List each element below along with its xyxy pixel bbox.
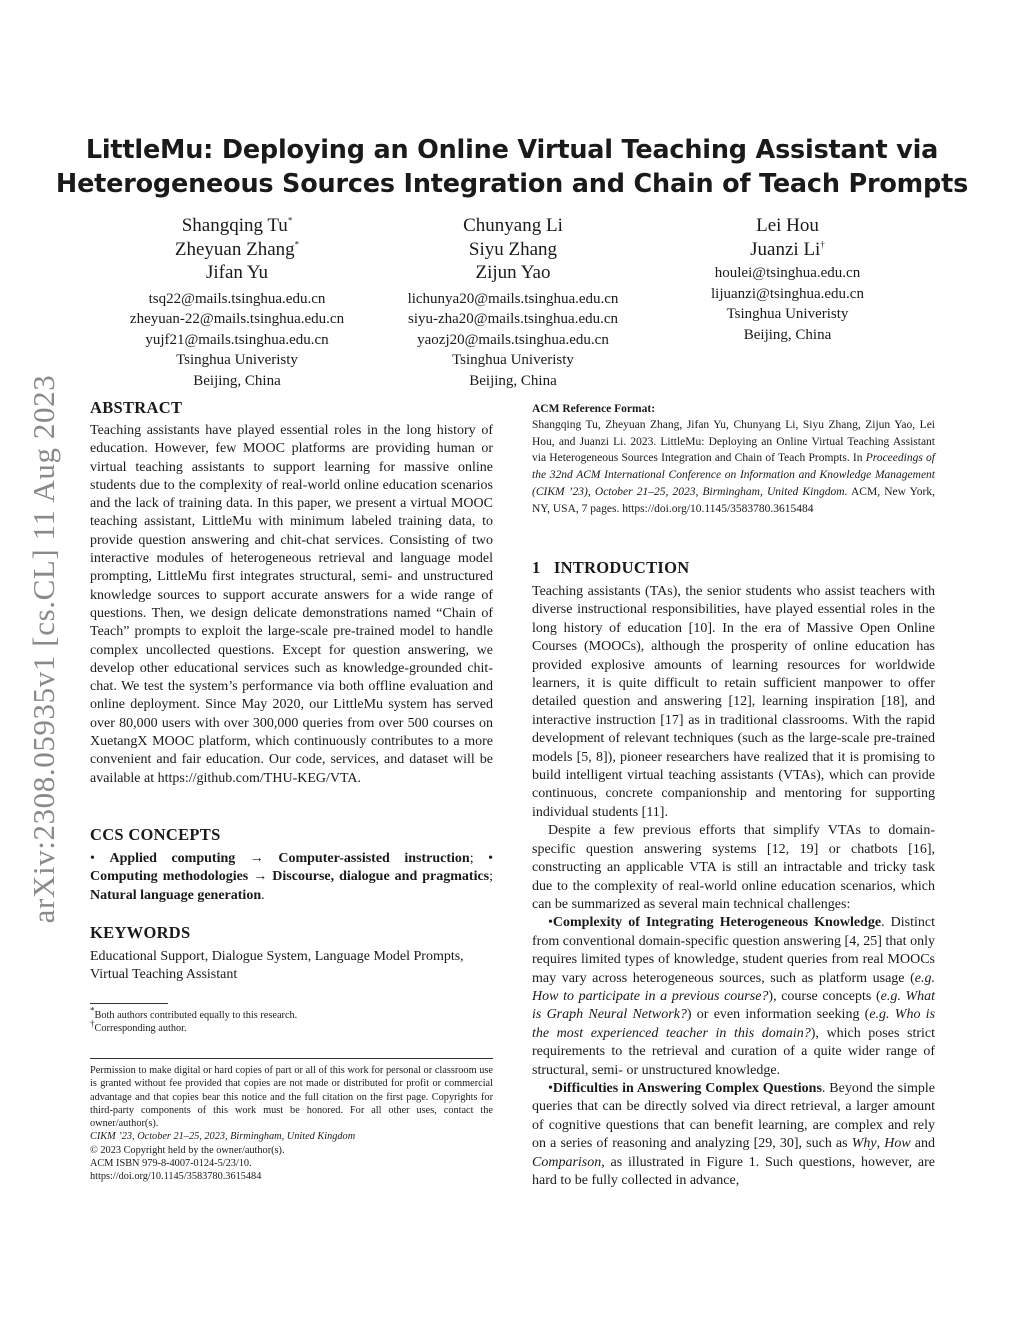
- permission-text: Permission to make digital or hard copies of part or all of this work for personal or classroom use is granted without fee provided that copies are not made or distributed for profit or commercial advantage and that copies bear this notice and the full citation on the first page. Copyrights for third-party components of this work must be honored. For all other uses, contact the owner/author(s).: [90, 1065, 493, 1130]
- intro-paragraph-3: •Complexity of Integrating Heterogeneous Knowledge. Distinct from conventional domain-specific question answering [4, 25] that only requires limited types of knowledge, student queries from real MOOCs may vary across heterogeneous sources, such as platform usage (e.g. How to participate in a previous course?), course concepts (e.g. What is Graph Neural Network?) or even information seeking (e.g. Who is the most experienced teacher in this domain?), which poses strict requirements to the retrieval and curation of a quite wider range of structural, semi- or unstructured knowledge.: [532, 915, 936, 1078]
- author-block-1: [117, 214, 357, 391]
- author-location: Beijing, China: [743, 326, 832, 343]
- abstract-heading: ABSTRACT: [90, 398, 183, 417]
- author-email: siyu-zha20@mails.tsinghua.edu.cn: [407, 311, 619, 327]
- author-affiliation: Tsinghua Univeristy: [176, 352, 298, 368]
- author-affiliation: Tsinghua Univeristy: [726, 306, 849, 322]
- author-name: Siyu Zhang: [468, 238, 558, 260]
- title-line-1: LittleMu: Deploying an Online Virtual Teaching Assistant via: [85, 135, 939, 165]
- author-email: yaozj20@mails.tsinghua.edu.cn: [417, 331, 609, 348]
- permission-rule: [90, 1058, 493, 1059]
- intro-heading: 1 INTRODUCTION: [532, 558, 690, 577]
- author-location: Beijing, China: [193, 372, 281, 389]
- ccs-heading: CCS CONCEPTS: [90, 825, 221, 844]
- author-name: Zheyuan Zhang*: [174, 238, 300, 260]
- author-email: zheyuan-22@mails.tsinghua.edu.cn: [129, 311, 345, 327]
- paper-title: [40, 133, 984, 201]
- author-name: Jifan Yu: [205, 262, 269, 283]
- footnotes: [90, 1005, 493, 1036]
- permission-block: [90, 1064, 493, 1184]
- author-name: Shangqing Tu*: [181, 215, 293, 236]
- author-email: houlei@tsinghua.edu.cn: [714, 265, 861, 281]
- ccs-text: • Applied computing → Computer-assisted instruction; • Computing methodologies → Discourse, dialogue and pragmatics; Natural language generation.: [90, 851, 494, 903]
- doi-link[interactable]: https://doi.org/10.1145/3583780.3615484: [90, 1171, 262, 1183]
- author-block-3: [680, 214, 895, 345]
- acm-ref-heading: ACM Reference Format:: [532, 403, 656, 415]
- author-name: Juanzi Li†: [750, 238, 825, 260]
- copyright-notice: © 2023 Copyright held by the owner/author(s).: [90, 1144, 285, 1156]
- author-affiliation: Tsinghua Univeristy: [452, 352, 574, 368]
- author-email: yujf21@mails.tsinghua.edu.cn: [145, 331, 329, 348]
- intro-paragraph-2: Despite a few previous efforts that simplify VTAs to domain-specific question answering systems [12, 19] or chatbots [16], constructing an applicable VTA is still an intractable and tricky task due to the complexity of real-world online education scenarios, which can be summarized as several main technical challenges:: [532, 823, 935, 912]
- conference-info: CIKM ’23, October 21–25, 2023, Birmingham, United Kingdom: [90, 1131, 356, 1143]
- title-line-2: Heterogeneous Sources Integration and Chain of Teach Prompts: [55, 169, 969, 199]
- isbn: ACM ISBN 979-8-4007-0124-5/23/10.: [90, 1158, 252, 1170]
- author-name: Chunyang Li: [463, 215, 563, 236]
- abstract-text: Teaching assistants have played essential roles in the long history of education. However, few MOOC platforms are providing human or virtual teaching assistants to support learning for massive online students due to the complexity of real-world online education scenarios and the lack of training data. In this paper, we present a virtual MOOC teaching assistant, LittleMu with minimum labeled training data, to provide question answering and chit-chat services. Consisting of two interactive modules of heterogeneous retrieval and language model prompting, LittleMu first integrates structural, semi- and unstructured knowledge sources to support accurate answers for a wide range of questions. Then, we design delicate demonstrations named “Chain of Teach” prompts to exploit the large-scale pre-trained model to handle complex uncollected questions. Except for question answering, we develop other educational services such as knowledge-grounded chit-chat. We test the system’s performance via both offline evaluation and online deployment. Since May 2020, our LittleMu system has served over 80,000 users with over 300,000 queries from over 500 courses on XuetangX MOOC platform, which continuously contributes to a more convenient and fair education. Our code, services, and dataset will be available at https://github.com/THU-KEG/VTA.: [90, 423, 493, 786]
- author-block-2: [383, 214, 643, 391]
- author-location: Beijing, China: [469, 372, 557, 389]
- arxiv-watermark: arXiv:2308.05935v1 [cs.CL] 11 Aug 2023: [26, 374, 61, 924]
- keywords-text: Educational Support, Dialogue System, Language Model Prompts, Virtual Teaching Assistant: [90, 949, 464, 983]
- author-email: lijuanzi@tsinghua.edu.cn: [711, 285, 864, 302]
- intro-body: [532, 583, 935, 1190]
- author-email: tsq22@mails.tsinghua.edu.cn: [148, 290, 326, 307]
- intro-paragraph-4: •Difficulties in Answering Complex Questions. Beyond the simple queries that can be directly solved via direct retrieval, a larger amount of cognitive questions that can benefit learning, are complex and rely on a series of reasoning and analyzing [29, 30], such as Why, How and Comparison, as illustrated in Figure 1. Such questions, however, are hard to be fully collected in advance,: [532, 1080, 936, 1188]
- intro-paragraph-1: Teaching assistants (TAs), the senior students who assist teachers with diverse instructional responsibilities, have played essential roles in the long history of education [10]. In the era of Massive Open Online Courses (MOOCs), although the prosperity of online education has provided explosive amounts of learning resources for worldwide learners, it is quite difficult to retain sufficient manpower to offer detailed question and answering [12], learning inspiration [18], and interactive instruction [17] as in traditional classrooms. With the rapid development of relevant techniques (such as the large-scale pre-trained models [5, 8]), pioneer researchers have realized that it is promising to build intelligent virtual teaching assistants (VTAs), which can provide continuous, concrete companionship and mentoring for supporting individual students [11].: [532, 584, 935, 820]
- author-name: Zijun Yao: [475, 262, 551, 283]
- author-name: Lei Hou: [756, 215, 819, 236]
- footnote-equal-contribution: *Both authors contributed equally to this research.: [90, 1005, 298, 1021]
- footnote-corresponding: †Corresponding author.: [90, 1018, 187, 1035]
- keywords-heading: KEYWORDS: [90, 923, 191, 942]
- footnote-rule: [90, 1003, 168, 1004]
- acm-ref-text: Shangqing Tu, Zheyuan Zhang, Jifan Yu, Chunyang Li, Siyu Zhang, Zijun Yao, Lei Hou, and Juanzi Li. 2023. LittleMu: Deploying an Online Virtual Teaching Assistant via Heterogeneous Sources Integration and Chain of Teach Prompts. In Proceedings of the 32nd ACM International Conference on Information and Knowledge Management (CIKM ’23), October 21–25, 2023, Birmingham, United Kingdom. ACM, New York, NY, USA, 7 pages. https://doi.org/10.1145/3583780.3615484: [532, 419, 935, 515]
- author-email: lichunya20@mails.tsinghua.edu.cn: [407, 290, 619, 307]
